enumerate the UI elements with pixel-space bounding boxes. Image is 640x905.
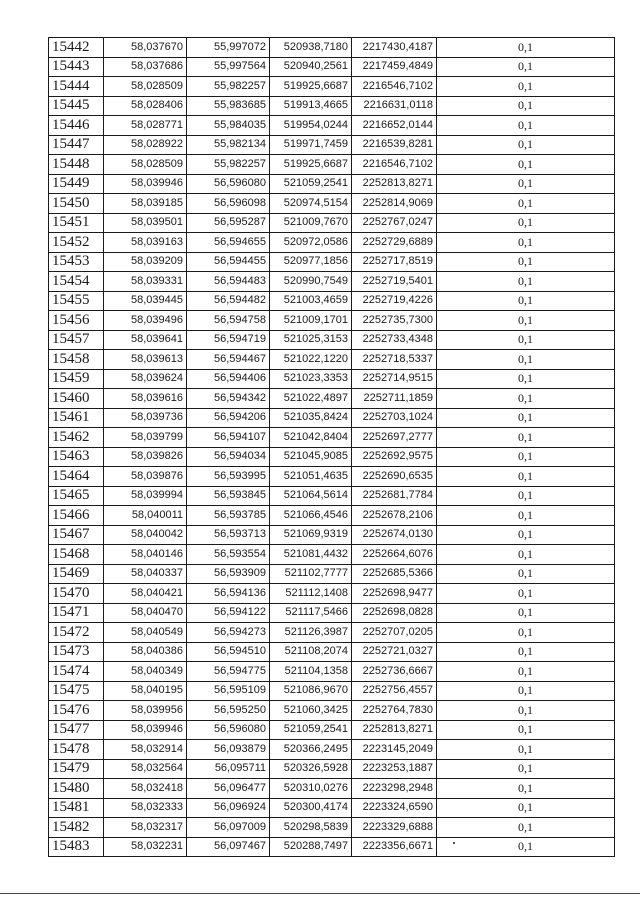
accuracy-cell: 0,1 [437, 272, 615, 292]
table-row [49, 603, 615, 623]
y-coordinate-cell: 2217459,4849 [352, 57, 437, 77]
y-coordinate-cell: 2216539,8281 [352, 135, 437, 155]
table-row [49, 642, 615, 662]
x-coordinate-cell: 520938,7180 [270, 38, 352, 58]
point-number-cell: 15461 [49, 408, 104, 428]
x-coordinate-cell: 521042,8404 [270, 428, 352, 448]
x-coordinate-cell: 519971,7459 [270, 135, 352, 155]
accuracy-cell: 0,1 [437, 545, 615, 565]
table-row [49, 584, 615, 604]
latitude-cell: 58,040421 [104, 584, 187, 604]
table-row [49, 213, 615, 233]
latitude-cell: 58,039209 [104, 252, 187, 272]
accuracy-cell: 0,1 [437, 174, 615, 194]
accuracy-cell: 0,1 [437, 662, 615, 682]
accuracy-cell: 0,1 [437, 486, 615, 506]
accuracy-cell: 0,1 [437, 369, 615, 389]
point-number-cell: 15448 [49, 155, 104, 175]
table-row [49, 467, 615, 487]
longitude-cell: 56,595109 [187, 681, 270, 701]
latitude-cell: 58,032231 [104, 837, 187, 857]
point-number-cell: 15464 [49, 467, 104, 487]
table-row [49, 135, 615, 155]
y-coordinate-cell: 2223356,6671 [352, 837, 437, 857]
longitude-cell: 56,594775 [187, 662, 270, 682]
latitude-cell: 58,032418 [104, 779, 187, 799]
accuracy-cell: 0,1 [437, 564, 615, 584]
latitude-cell: 58,039624 [104, 369, 187, 389]
y-coordinate-cell: 2252764,7830 [352, 701, 437, 721]
longitude-cell: 56,594136 [187, 584, 270, 604]
latitude-cell: 58,028771 [104, 116, 187, 136]
table-row [49, 96, 615, 116]
y-coordinate-cell: 2252714,9515 [352, 369, 437, 389]
table-row [49, 38, 615, 58]
latitude-cell: 58,039501 [104, 213, 187, 233]
x-coordinate-cell: 521126,3987 [270, 623, 352, 643]
latitude-cell: 58,039616 [104, 389, 187, 409]
x-coordinate-cell: 520310,0276 [270, 779, 352, 799]
table-row [49, 662, 615, 682]
table-row [49, 174, 615, 194]
longitude-cell: 56,594406 [187, 369, 270, 389]
table-row [49, 720, 615, 740]
latitude-cell: 58,039826 [104, 447, 187, 467]
y-coordinate-cell: 2252719,5401 [352, 272, 437, 292]
y-coordinate-cell: 2252703,1024 [352, 408, 437, 428]
accuracy-cell: 0,1 [437, 389, 615, 409]
point-number-cell: 15483 [49, 837, 104, 857]
table-row [49, 447, 615, 467]
y-coordinate-cell: 2252697,2777 [352, 428, 437, 448]
coordinates-table [48, 37, 615, 857]
x-coordinate-cell: 521081,4432 [270, 545, 352, 565]
longitude-cell: 56,593713 [187, 525, 270, 545]
latitude-cell: 58,039799 [104, 428, 187, 448]
table-row [49, 623, 615, 643]
point-number-cell: 15481 [49, 798, 104, 818]
table-row [49, 798, 615, 818]
point-number-cell: 15458 [49, 350, 104, 370]
point-number-cell: 15473 [49, 642, 104, 662]
latitude-cell: 58,040195 [104, 681, 187, 701]
point-number-cell: 15455 [49, 291, 104, 311]
accuracy-cell: 0,1 [437, 837, 615, 857]
x-coordinate-cell: 521022,1220 [270, 350, 352, 370]
x-coordinate-cell: 521102,7777 [270, 564, 352, 584]
accuracy-cell: 0,1 [437, 213, 615, 233]
longitude-cell: 56,593845 [187, 486, 270, 506]
x-coordinate-cell: 521108,2074 [270, 642, 352, 662]
table-row [49, 330, 615, 350]
accuracy-cell: 0,1 [437, 291, 615, 311]
accuracy-cell: 0,1 [437, 330, 615, 350]
y-coordinate-cell: 2252736,6667 [352, 662, 437, 682]
point-number-cell: 15454 [49, 272, 104, 292]
longitude-cell: 55,982257 [187, 77, 270, 97]
latitude-cell: 58,032564 [104, 759, 187, 779]
accuracy-cell: 0,1 [437, 642, 615, 662]
y-coordinate-cell: 2223298,2948 [352, 779, 437, 799]
latitude-cell: 58,028406 [104, 96, 187, 116]
x-coordinate-cell: 521051,4635 [270, 467, 352, 487]
table-row [49, 291, 615, 311]
longitude-cell: 56,594467 [187, 350, 270, 370]
longitude-cell: 56,095711 [187, 759, 270, 779]
page-bottom-rule [0, 893, 640, 894]
latitude-cell: 58,039185 [104, 194, 187, 214]
point-number-cell: 15447 [49, 135, 104, 155]
x-coordinate-cell: 520288,7497 [270, 837, 352, 857]
x-coordinate-cell: 519925,6687 [270, 77, 352, 97]
y-coordinate-cell: 2223324,6590 [352, 798, 437, 818]
x-coordinate-cell: 521112,1408 [270, 584, 352, 604]
accuracy-cell: 0,1 [437, 759, 615, 779]
point-number-cell: 15476 [49, 701, 104, 721]
y-coordinate-cell: 2252729,6889 [352, 233, 437, 253]
x-coordinate-cell: 521009,1701 [270, 311, 352, 331]
x-coordinate-cell: 521069,9319 [270, 525, 352, 545]
y-coordinate-cell: 2216546,7102 [352, 77, 437, 97]
longitude-cell: 56,594719 [187, 330, 270, 350]
point-number-cell: 15482 [49, 818, 104, 838]
y-coordinate-cell: 2223253,1887 [352, 759, 437, 779]
longitude-cell: 56,596080 [187, 720, 270, 740]
latitude-cell: 58,039613 [104, 350, 187, 370]
point-number-cell: 15471 [49, 603, 104, 623]
latitude-cell: 58,039994 [104, 486, 187, 506]
accuracy-cell: 0,1 [437, 720, 615, 740]
table-row [49, 740, 615, 760]
x-coordinate-cell: 521086,9670 [270, 681, 352, 701]
latitude-cell: 58,039956 [104, 701, 187, 721]
longitude-cell: 55,982257 [187, 155, 270, 175]
y-coordinate-cell: 2252692,9575 [352, 447, 437, 467]
accuracy-cell: 0,1 [437, 818, 615, 838]
accuracy-cell: 0,1 [437, 311, 615, 331]
latitude-cell: 58,028509 [104, 155, 187, 175]
table-row [49, 506, 615, 526]
table-row [49, 818, 615, 838]
latitude-cell: 58,032317 [104, 818, 187, 838]
longitude-cell: 56,097009 [187, 818, 270, 838]
latitude-cell: 58,040349 [104, 662, 187, 682]
x-coordinate-cell: 521064,5614 [270, 486, 352, 506]
y-coordinate-cell: 2252767,0247 [352, 213, 437, 233]
y-coordinate-cell: 2252814,9069 [352, 194, 437, 214]
table-row [49, 408, 615, 428]
table-row [49, 369, 615, 389]
table-row [49, 486, 615, 506]
table-row [49, 525, 615, 545]
point-number-cell: 15467 [49, 525, 104, 545]
coordinates-table-body [49, 38, 615, 857]
accuracy-cell: 0,1 [437, 428, 615, 448]
accuracy-cell: 0,1 [437, 798, 615, 818]
point-number-cell: 15444 [49, 77, 104, 97]
latitude-cell: 58,037670 [104, 38, 187, 58]
accuracy-cell: 0,1 [437, 623, 615, 643]
accuracy-cell: 0,1 [437, 252, 615, 272]
latitude-cell: 58,040549 [104, 623, 187, 643]
x-coordinate-cell: 521060,3425 [270, 701, 352, 721]
x-coordinate-cell: 521009,7670 [270, 213, 352, 233]
accuracy-cell: 0,1 [437, 57, 615, 77]
accuracy-cell: 0,1 [437, 740, 615, 760]
table-row [49, 77, 615, 97]
x-coordinate-cell: 521117,5466 [270, 603, 352, 623]
accuracy-cell: 0,1 [437, 155, 615, 175]
y-coordinate-cell: 2252674,0130 [352, 525, 437, 545]
accuracy-cell: 0,1 [437, 506, 615, 526]
y-coordinate-cell: 2252813,8271 [352, 174, 437, 194]
point-number-cell: 15446 [49, 116, 104, 136]
x-coordinate-cell: 520366,2495 [270, 740, 352, 760]
table-row [49, 350, 615, 370]
accuracy-cell: 0,1 [437, 681, 615, 701]
latitude-cell: 58,040146 [104, 545, 187, 565]
latitude-cell: 58,040470 [104, 603, 187, 623]
longitude-cell: 55,982134 [187, 135, 270, 155]
point-number-cell: 15466 [49, 506, 104, 526]
latitude-cell: 58,028922 [104, 135, 187, 155]
longitude-cell: 56,594122 [187, 603, 270, 623]
x-coordinate-cell: 520990,7549 [270, 272, 352, 292]
longitude-cell: 56,096924 [187, 798, 270, 818]
table-row [49, 233, 615, 253]
accuracy-cell: 0,1 [437, 467, 615, 487]
x-coordinate-cell: 521025,3153 [270, 330, 352, 350]
latitude-cell: 58,039946 [104, 174, 187, 194]
y-coordinate-cell: 2252685,5366 [352, 564, 437, 584]
longitude-cell: 56,594483 [187, 272, 270, 292]
longitude-cell: 56,594206 [187, 408, 270, 428]
longitude-cell: 56,594273 [187, 623, 270, 643]
latitude-cell: 58,039641 [104, 330, 187, 350]
latitude-cell: 58,040011 [104, 506, 187, 526]
point-number-cell: 15462 [49, 428, 104, 448]
table-row [49, 759, 615, 779]
latitude-cell: 58,039445 [104, 291, 187, 311]
scan-speck [453, 842, 455, 844]
accuracy-cell: 0,1 [437, 525, 615, 545]
latitude-cell: 58,040042 [104, 525, 187, 545]
table-row [49, 779, 615, 799]
accuracy-cell: 0,1 [437, 408, 615, 428]
longitude-cell: 56,593554 [187, 545, 270, 565]
y-coordinate-cell: 2252735,7300 [352, 311, 437, 331]
table-row [49, 837, 615, 857]
table-row [49, 57, 615, 77]
y-coordinate-cell: 2252756,4557 [352, 681, 437, 701]
x-coordinate-cell: 521003,4659 [270, 291, 352, 311]
longitude-cell: 55,997072 [187, 38, 270, 58]
x-coordinate-cell: 519913,4665 [270, 96, 352, 116]
longitude-cell: 56,595287 [187, 213, 270, 233]
latitude-cell: 58,032333 [104, 798, 187, 818]
x-coordinate-cell: 521059,2541 [270, 720, 352, 740]
x-coordinate-cell: 521023,3353 [270, 369, 352, 389]
table-row [49, 116, 615, 136]
latitude-cell: 58,040337 [104, 564, 187, 584]
longitude-cell: 56,594655 [187, 233, 270, 253]
y-coordinate-cell: 2252813,8271 [352, 720, 437, 740]
point-number-cell: 15478 [49, 740, 104, 760]
longitude-cell: 56,594342 [187, 389, 270, 409]
point-number-cell: 15449 [49, 174, 104, 194]
x-coordinate-cell: 521035,8424 [270, 408, 352, 428]
point-number-cell: 15443 [49, 57, 104, 77]
y-coordinate-cell: 2252711,1859 [352, 389, 437, 409]
x-coordinate-cell: 521104,1358 [270, 662, 352, 682]
longitude-cell: 56,595250 [187, 701, 270, 721]
table-row [49, 252, 615, 272]
point-number-cell: 15457 [49, 330, 104, 350]
longitude-cell: 55,984035 [187, 116, 270, 136]
x-coordinate-cell: 519954,0244 [270, 116, 352, 136]
y-coordinate-cell: 2252690,6535 [352, 467, 437, 487]
point-number-cell: 15475 [49, 681, 104, 701]
point-number-cell: 15468 [49, 545, 104, 565]
y-coordinate-cell: 2252678,2106 [352, 506, 437, 526]
point-number-cell: 15465 [49, 486, 104, 506]
longitude-cell: 56,594455 [187, 252, 270, 272]
longitude-cell: 56,594482 [187, 291, 270, 311]
longitude-cell: 56,596098 [187, 194, 270, 214]
point-number-cell: 15456 [49, 311, 104, 331]
longitude-cell: 55,997564 [187, 57, 270, 77]
point-number-cell: 15480 [49, 779, 104, 799]
y-coordinate-cell: 2252698,0828 [352, 603, 437, 623]
y-coordinate-cell: 2216652,0144 [352, 116, 437, 136]
longitude-cell: 56,594758 [187, 311, 270, 331]
y-coordinate-cell: 2252664,6076 [352, 545, 437, 565]
latitude-cell: 58,039876 [104, 467, 187, 487]
latitude-cell: 58,032914 [104, 740, 187, 760]
accuracy-cell: 0,1 [437, 447, 615, 467]
x-coordinate-cell: 520972,0586 [270, 233, 352, 253]
y-coordinate-cell: 2252698,9477 [352, 584, 437, 604]
point-number-cell: 15463 [49, 447, 104, 467]
accuracy-cell: 0,1 [437, 233, 615, 253]
table-row [49, 701, 615, 721]
table-row [49, 545, 615, 565]
longitude-cell: 56,097467 [187, 837, 270, 857]
latitude-cell: 58,039736 [104, 408, 187, 428]
latitude-cell: 58,039946 [104, 720, 187, 740]
x-coordinate-cell: 520977,1856 [270, 252, 352, 272]
table-row [49, 428, 615, 448]
point-number-cell: 15453 [49, 252, 104, 272]
accuracy-cell: 0,1 [437, 603, 615, 623]
table-row [49, 564, 615, 584]
y-coordinate-cell: 2217430,4187 [352, 38, 437, 58]
latitude-cell: 58,039496 [104, 311, 187, 331]
point-number-cell: 15459 [49, 369, 104, 389]
accuracy-cell: 0,1 [437, 779, 615, 799]
accuracy-cell: 0,1 [437, 96, 615, 116]
point-number-cell: 15474 [49, 662, 104, 682]
point-number-cell: 15477 [49, 720, 104, 740]
latitude-cell: 58,037686 [104, 57, 187, 77]
point-number-cell: 15469 [49, 564, 104, 584]
point-number-cell: 15479 [49, 759, 104, 779]
y-coordinate-cell: 2252707,0205 [352, 623, 437, 643]
longitude-cell: 55,983685 [187, 96, 270, 116]
table-row [49, 681, 615, 701]
table-row [49, 194, 615, 214]
accuracy-cell: 0,1 [437, 116, 615, 136]
y-coordinate-cell: 2252721,0327 [352, 642, 437, 662]
accuracy-cell: 0,1 [437, 135, 615, 155]
y-coordinate-cell: 2252718,5337 [352, 350, 437, 370]
point-number-cell: 15452 [49, 233, 104, 253]
table-row [49, 155, 615, 175]
y-coordinate-cell: 2252733,4348 [352, 330, 437, 350]
longitude-cell: 56,593785 [187, 506, 270, 526]
longitude-cell: 56,594107 [187, 428, 270, 448]
y-coordinate-cell: 2252717,8519 [352, 252, 437, 272]
y-coordinate-cell: 2216546,7102 [352, 155, 437, 175]
x-coordinate-cell: 521045,9085 [270, 447, 352, 467]
accuracy-cell: 0,1 [437, 77, 615, 97]
latitude-cell: 58,040386 [104, 642, 187, 662]
table-row [49, 311, 615, 331]
longitude-cell: 56,596080 [187, 174, 270, 194]
longitude-cell: 56,594034 [187, 447, 270, 467]
longitude-cell: 56,594510 [187, 642, 270, 662]
point-number-cell: 15472 [49, 623, 104, 643]
x-coordinate-cell: 521059,2541 [270, 174, 352, 194]
point-number-cell: 15442 [49, 38, 104, 58]
accuracy-cell: 0,1 [437, 584, 615, 604]
table-row [49, 272, 615, 292]
x-coordinate-cell: 520974,5154 [270, 194, 352, 214]
x-coordinate-cell: 521066,4546 [270, 506, 352, 526]
x-coordinate-cell: 520940,2561 [270, 57, 352, 77]
table-row [49, 389, 615, 409]
point-number-cell: 15460 [49, 389, 104, 409]
longitude-cell: 56,593909 [187, 564, 270, 584]
y-coordinate-cell: 2252719,4226 [352, 291, 437, 311]
x-coordinate-cell: 520298,5839 [270, 818, 352, 838]
longitude-cell: 56,593995 [187, 467, 270, 487]
point-number-cell: 15470 [49, 584, 104, 604]
x-coordinate-cell: 521022,4897 [270, 389, 352, 409]
accuracy-cell: 0,1 [437, 350, 615, 370]
longitude-cell: 56,093879 [187, 740, 270, 760]
point-number-cell: 15450 [49, 194, 104, 214]
point-number-cell: 15451 [49, 213, 104, 233]
y-coordinate-cell: 2252681,7784 [352, 486, 437, 506]
x-coordinate-cell: 520300,4174 [270, 798, 352, 818]
y-coordinate-cell: 2216631,0118 [352, 96, 437, 116]
latitude-cell: 58,039331 [104, 272, 187, 292]
y-coordinate-cell: 2223145,2049 [352, 740, 437, 760]
accuracy-cell: 0,1 [437, 194, 615, 214]
y-coordinate-cell: 2223329,6888 [352, 818, 437, 838]
accuracy-cell: 0,1 [437, 701, 615, 721]
latitude-cell: 58,028509 [104, 77, 187, 97]
x-coordinate-cell: 520326,5928 [270, 759, 352, 779]
longitude-cell: 56,096477 [187, 779, 270, 799]
accuracy-cell: 0,1 [437, 38, 615, 58]
latitude-cell: 58,039163 [104, 233, 187, 253]
x-coordinate-cell: 519925,6687 [270, 155, 352, 175]
point-number-cell: 15445 [49, 96, 104, 116]
